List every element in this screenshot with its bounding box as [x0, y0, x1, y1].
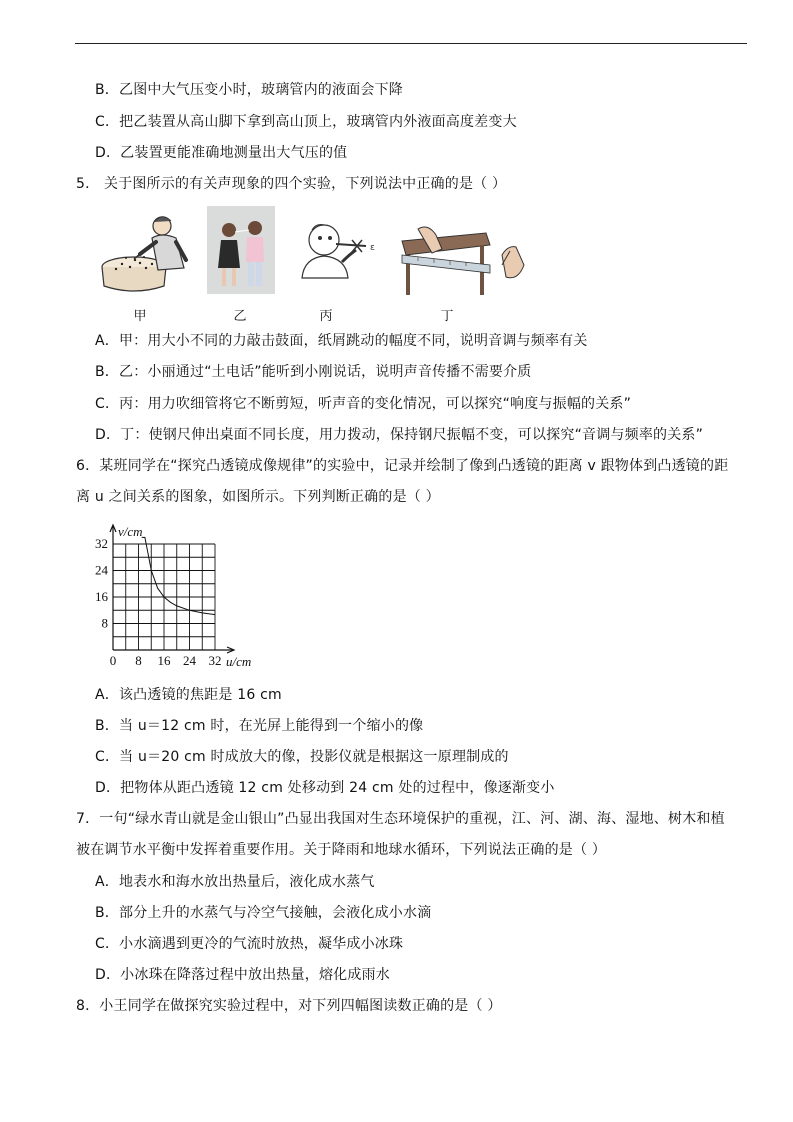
caption-jia: 甲: [133, 309, 147, 324]
q6-option-a: A．该凸透镜的焦距是 16 cm: [95, 687, 282, 703]
y-tick-label: 8: [101, 615, 108, 631]
q7-option-d: D．小冰珠在降落过程中放出热量，熔化成雨水: [95, 967, 390, 983]
q6-stem-line2: 离 u 之间关系的图象，如图所示。下列判断正确的是（ ）: [76, 489, 440, 505]
q5-stem: 5． 关于图所示的有关声现象的四个实验，下列说法中正确的是（ ）: [76, 176, 507, 192]
x-tick-label: 16: [157, 653, 171, 668]
q5-option-c: C．丙：用力吹细管将它不断剪短，听声音的变化情况，可以探究“响度与振幅的关系”: [95, 396, 632, 412]
y-axis-label: v/cm: [118, 524, 143, 539]
x-tick-label: 24: [183, 653, 196, 668]
header-rule: [75, 43, 747, 44]
q7-option-b: B．部分上升的水蒸气与冷空气接触，会液化成小水滴: [95, 905, 432, 921]
image-distance-vs-object-distance-chart: [90, 522, 270, 672]
x-tick-label: 8: [135, 653, 142, 668]
x-tick-label: 0: [109, 653, 117, 668]
x-axis-label: u/cm: [226, 654, 252, 669]
straw-blowing-figure: [296, 218, 381, 293]
x-tick-label: 32: [208, 653, 222, 668]
drum-experiment-figure: [100, 212, 195, 294]
q4-option-b: B．乙图中大气压变小时，玻璃管内的液面会下降: [95, 82, 404, 98]
q7-option-a: A．地表水和海水放出热量后，液化成水蒸气: [95, 874, 375, 890]
q7-stem-line2: 被在调节水平衡中发挥着重要作用。关于降雨和地球水循环，下列说法正确的是（ ）: [76, 842, 607, 858]
q5-option-d: D．丁：使钢尺伸出桌面不同长度，用力拨动，保持钢尺振幅不变，可以探究“音调与频率的关系”: [95, 427, 704, 443]
string-telephone-photo: [207, 206, 275, 294]
y-tick-label: 32: [95, 536, 108, 551]
q6-option-c: C．当 u＝20 cm 时成放大的像，投影仪就是根据这一原理制成的: [95, 749, 509, 765]
caption-ding: 丁: [440, 309, 454, 324]
y-tick-label: 16: [95, 589, 108, 604]
y-tick-label: 24: [95, 562, 108, 578]
q5-option-a: A．甲：用大小不同的力敲击鼓面，纸屑跳动的幅度不同，说明音调与频率有关: [95, 333, 588, 349]
q7-option-c: C．小水滴遇到更冷的气流时放热，凝华成小冰珠: [95, 936, 404, 952]
q4-option-d: D．乙装置更能准确地测量出大气压的值: [95, 145, 348, 161]
q6-option-b: B．当 u＝12 cm 时，在光屏上能得到一个缩小的像: [95, 718, 424, 734]
q4-option-c: C．把乙装置从高山脚下拿到高山顶上，玻璃管内外液面高度差变大: [95, 114, 517, 130]
svg-text:ε: ε: [370, 243, 375, 253]
q5-option-b: B．乙：小丽通过“土电话”能听到小刚说话，说明声音传播不需要介质: [95, 364, 532, 380]
ruler-on-table-figure: [398, 225, 530, 295]
q7-stem-line1: 7．一句“绿水青山就是金山银山”凸显出我国对生态环境保护的重视，江、河、湖、海、湿地、树木和植: [76, 811, 725, 827]
v-u-curve: [142, 537, 215, 614]
caption-bing: 丙: [319, 309, 333, 324]
q6-stem-line1: 6．某班同学在“探究凸透镜成像规律”的实验中，记录并绘制了像到凸透镜的距离 v 跟物体到凸透镜的距: [76, 458, 729, 474]
q6-option-d: D．把物体从距凸透镜 12 cm 处移动到 24 cm 处的过程中，像逐渐变小: [95, 780, 555, 796]
q8-stem: 8．小王同学在做探究实验过程中，对下列四幅图读数正确的是（ ）: [76, 998, 502, 1014]
caption-yi: 乙: [233, 309, 247, 324]
